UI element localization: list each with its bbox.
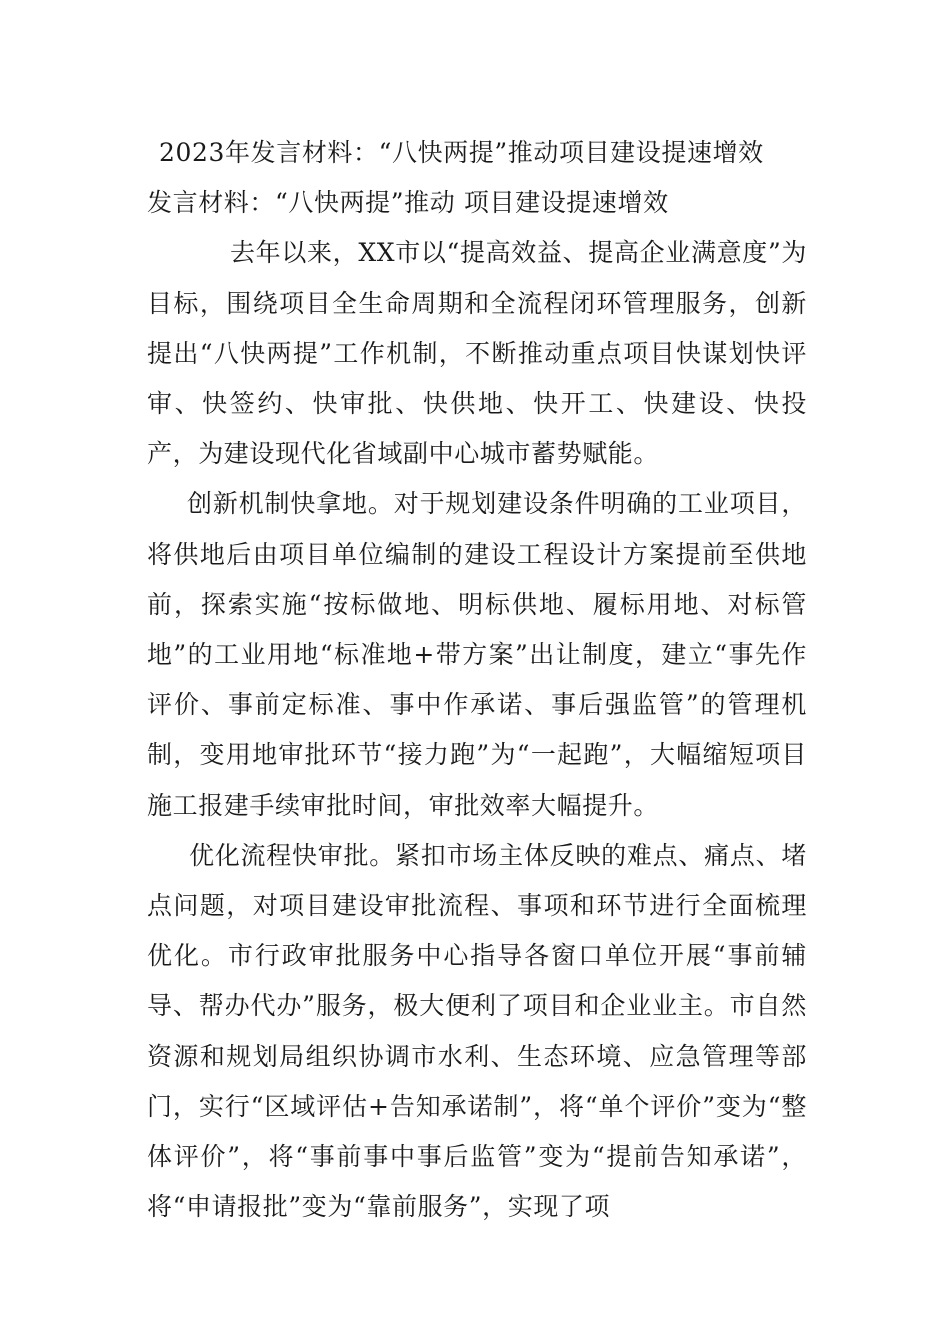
paragraph-approval: 优化流程快审批。紧扣市场主体反映的难点、痛点、堵点问题，对项目建设审批流程、事项和环节进行全面梳理优化。市行政审批服务中心指导各窗口单位开展“事前辅导、帮办代办”服务，极大便利了项目和企业业主。市自然资源和规划局组织协调市水利、生态环境、应急管理等部门，实行“区域评估+告知承诺制”，将“单个评价”变为“整体评价”，将“事前事中事后监管”变为“提前告知承诺”，将“申请报批”变为“靠前服务”，实现了项 — [147, 840, 807, 1222]
paragraph-intro: 去年以来，XX市以“提高效益、提高企业满意度”为目标，围绕项目全生命周期和全流程闭环管理服务，创新提出“八快两提”工作机制，不断推动重点项目快谋划快评审、快签约、快审批、快供地、快开工、快建设、快投产，为建设现代化省域副中心城市蓄势赋能。 — [147, 238, 807, 469]
paragraph-land: 创新机制快拿地。对于规划建设条件明确的工业项目，将供地后由项目单位编制的建设工程设计方案提前至供地前，探索实施“按标做地、明标供地、履标用地、对标管地”的工业用地“标准地+带方案”出让制度，建立“事先作评价、事前定标准、事中作承诺、事后强监管”的管理机制，变用地审批环节“接力跑”为“一起跑”，大幅缩短项目施工报建手续审批时间，审批效率大幅提升。 — [147, 489, 807, 820]
title-line-1: 2023年发言材料：“八快两提”推动项目建设提速增效 — [159, 138, 764, 167]
title-line-2: 发言材料：“八快两提”推动 项目建设提速增效 — [147, 188, 669, 218]
document-body — [147, 128, 807, 1232]
